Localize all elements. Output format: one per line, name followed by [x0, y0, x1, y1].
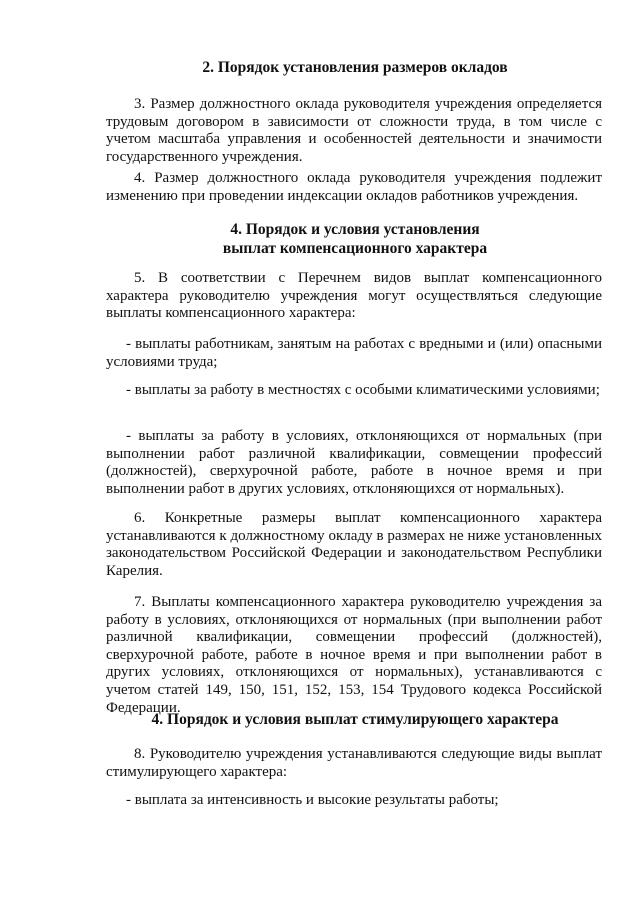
heading-line-2: выплат компенсационного характера: [222, 240, 488, 257]
list-item-abnormal-conditions: - выплаты за работу в условиях, отклоняющихся от нормальных (при выполнении работ различной квалификации, совмещении профессий (должностей), сверхурочной работе, работе в ночное время и при выполнении работ в других условиях, отклоняющихся от нормальных).: [106, 428, 602, 497]
paragraph-6: 6. Конкретные размеры выплат компенсационного характера устанавливаются к должностному окладу в размерах не ниже установленных законодательством Российской Федерации и законодательством Республики Карелия.: [106, 510, 602, 579]
list-item-intensity: - выплата за интенсивность и высокие результаты работы;: [126, 792, 499, 808]
section-heading-4-compensation: [100, 220, 610, 258]
paragraph-8: 8. Руководителю учреждения устанавливаются следующие виды выплат стимулирующего характера:: [106, 746, 602, 780]
paragraph-3: 3. Размер должностного оклада руководителя учреждения определяется трудовым договором в зависимости от сложности труда, в том числе с учетом масштаба управления и особенностей деятельности и значимости государственного учреждения.: [106, 96, 602, 165]
list-item-harmful-conditions: - выплаты работникам, занятым на работах с вредными и (или) опасными условиями труда;: [106, 336, 602, 370]
paragraph-4: 4. Размер должностного оклада руководителя учреждения подлежит изменению при проведении индексации окладов работников учреждения.: [106, 170, 602, 204]
paragraph-7: 7. Выплаты компенсационного характера руководителю учреждения за работу в условиях, отклоняющихся от нормальных (при выполнении работ различной квалификации, совмещении профессий (должностей), сверхурочной работе, работе в ночное время и при выполнении работ в других условиях, отклоняющихся от нормальных), устанавливаются с учетом статей 149, 150, 151, 152, 153, 154 Трудового кодекса Российской Федерации.: [106, 594, 602, 716]
list-item-climatic-conditions: - выплаты за работу в местностях с особыми климатическими условиями;: [126, 382, 600, 398]
section-heading-2: 2. Порядок установления размеров окладов: [202, 59, 508, 76]
section-heading-4-stimulating: 4. Порядок и условия выплат стимулирующего характера: [151, 711, 559, 728]
heading-line-1: 4. Порядок и условия установления: [230, 221, 480, 238]
paragraph-5: 5. В соответствии с Перечнем видов выплат компенсационного характера руководителю учреждения могут осуществляться следующие выплаты компенсационного характера:: [106, 270, 602, 322]
